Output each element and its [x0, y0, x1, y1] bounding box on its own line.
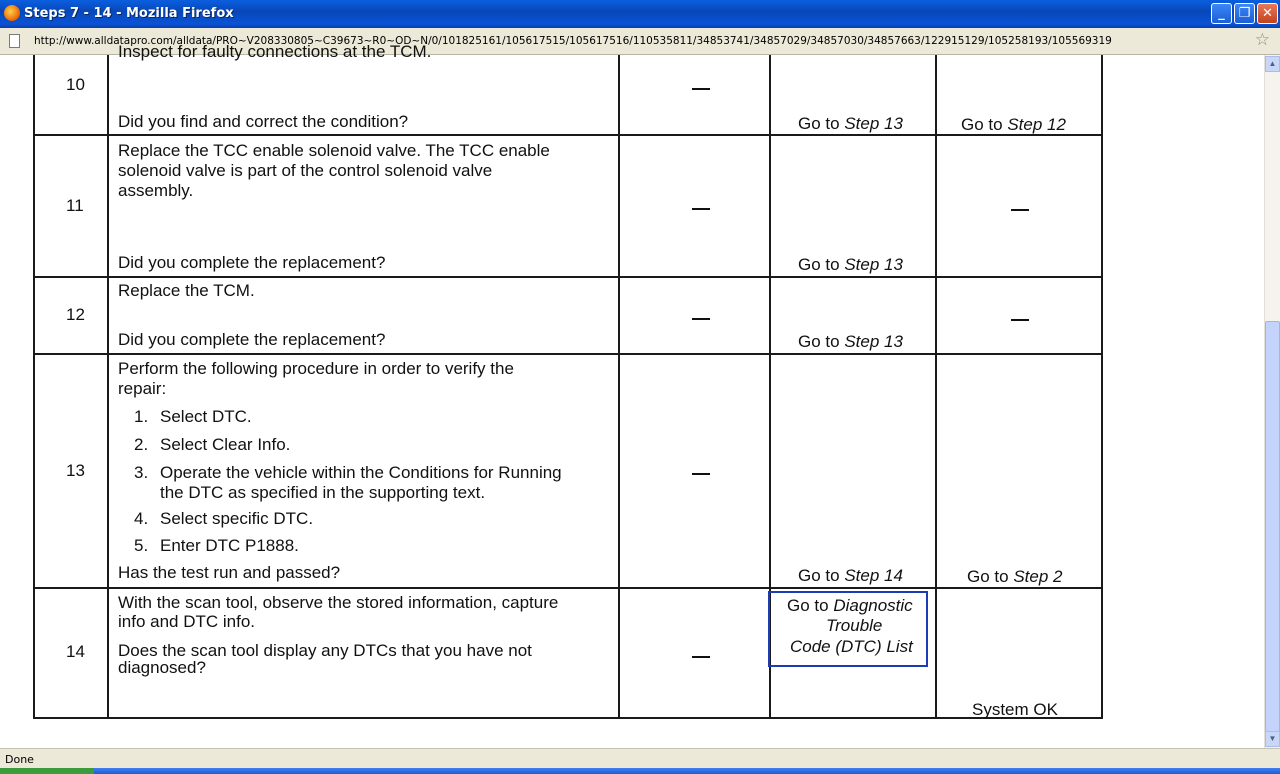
- column-divider: [935, 55, 937, 719]
- step-14-question-line: diagnosed?: [118, 658, 206, 677]
- step-10-question: Did you find and correct the condition?: [118, 112, 409, 131]
- step-number: 11: [66, 196, 84, 215]
- procedure-step: the DTC as specified in the supporting text.: [160, 483, 486, 502]
- step-number: 13: [66, 461, 85, 480]
- procedure-number: 3.: [134, 463, 149, 482]
- step-13-action-line: repair:: [118, 379, 167, 398]
- goto-prefix: Go to: [798, 114, 845, 133]
- window-title: Steps 7 - 14 - Mozilla Firefox: [24, 6, 234, 21]
- no-dash: [1011, 209, 1029, 211]
- url-field[interactable]: http://www.alldatapro.com/alldata/PRO~V208330805~C39673~R0~OD~N/0/101825161/105617515/105617516/110535811/34853741/34857029/34857030/34857663/122915129/105258193/105569319: [34, 35, 1112, 47]
- procedure-step: Select DTC.: [160, 407, 252, 426]
- no-dash: [1011, 319, 1029, 321]
- procedure-step: Operate the vehicle within the Conditions for Running: [160, 463, 562, 482]
- scroll-down-button[interactable]: ▼: [1265, 731, 1280, 747]
- goto-step-link[interactable]: Step 13: [844, 332, 903, 351]
- step-11-action-line: Replace the TCC enable solenoid valve. The TCC enable: [118, 141, 550, 160]
- close-button[interactable]: ✕: [1257, 3, 1278, 24]
- step-11-action-line: assembly.: [118, 181, 194, 200]
- step-12-yes: [798, 332, 903, 352]
- goto-step-link[interactable]: Step 14: [844, 566, 903, 585]
- goto-prefix: Go to: [961, 115, 1008, 134]
- step-14-action-line: With the scan tool, observe the stored information, capture: [118, 593, 559, 612]
- table-bottom-border: [33, 717, 1103, 719]
- goto-step-link[interactable]: Step 2: [1013, 567, 1063, 586]
- row-divider: [33, 587, 1103, 589]
- taskbar: [0, 768, 1280, 774]
- goto-prefix: Go to: [787, 596, 834, 615]
- step-12-question: Did you complete the replacement?: [118, 330, 386, 349]
- step-10-action-partial: Inspect for faulty connections at the TCM.: [118, 42, 432, 61]
- procedure-number: 1.: [134, 407, 149, 426]
- step-14-action-line: info and DTC info.: [118, 612, 256, 631]
- step-14-yes-line: [787, 596, 913, 616]
- value-dash: [692, 88, 710, 90]
- step-14-question-line: Does the scan tool display any DTCs that you have not: [118, 641, 532, 660]
- step-number: 10: [66, 75, 85, 94]
- step-11-yes: [798, 255, 903, 275]
- status-text: Done: [5, 753, 34, 766]
- column-divider: [33, 55, 35, 719]
- step-number: 14: [66, 642, 85, 661]
- vertical-scrollbar[interactable]: [1264, 55, 1280, 748]
- step-number: 12: [66, 305, 85, 324]
- procedure-step: Select Clear Info.: [160, 435, 291, 454]
- step-12-action: Replace the TCM.: [118, 281, 255, 300]
- value-dash: [692, 656, 710, 658]
- goto-step-link[interactable]: Step 13: [844, 114, 903, 133]
- goto-step-link[interactable]: Step 13: [844, 255, 903, 274]
- step-13-action-line: Perform the following procedure in order to verify the: [118, 359, 514, 378]
- step-10-yes: [798, 114, 903, 134]
- step-13-no: [967, 567, 1062, 587]
- procedure-number: 5.: [134, 536, 149, 555]
- dtc-list-link[interactable]: Trouble: [826, 616, 883, 635]
- procedure-step: Select specific DTC.: [160, 509, 314, 528]
- dtc-list-link[interactable]: Code (DTC) List: [790, 637, 913, 656]
- window-title-bar[interactable]: [0, 0, 1280, 28]
- goto-prefix: Go to: [967, 567, 1014, 586]
- step-14-no: System OK: [972, 700, 1058, 719]
- value-dash: [692, 208, 710, 210]
- step-11-action-line: solenoid valve is part of the control solenoid valve: [118, 161, 493, 180]
- minimize-button[interactable]: _: [1211, 3, 1232, 24]
- goto-prefix: Go to: [798, 332, 845, 351]
- firefox-icon: [4, 5, 20, 21]
- row-divider: [33, 276, 1103, 278]
- status-bar: [0, 748, 1280, 768]
- value-dash: [692, 318, 710, 320]
- procedure-number: 2.: [134, 435, 149, 454]
- row-divider: [33, 134, 1103, 136]
- step-11-question: Did you complete the replacement?: [118, 253, 386, 272]
- goto-prefix: Go to: [798, 255, 845, 274]
- procedure-number: 4.: [134, 509, 149, 528]
- column-divider: [107, 55, 109, 719]
- step-13-yes: [798, 566, 903, 586]
- start-button[interactable]: [0, 768, 94, 774]
- column-divider: [1101, 55, 1103, 719]
- page-content: [0, 42, 1264, 748]
- dtc-list-link[interactable]: Diagnostic: [833, 596, 913, 615]
- step-13-question: Has the test run and passed?: [118, 563, 341, 582]
- step-10-no: [961, 115, 1066, 135]
- restore-button[interactable]: ❐: [1234, 3, 1255, 24]
- goto-prefix: Go to: [798, 566, 845, 585]
- page-icon: [9, 34, 20, 48]
- value-dash: [692, 473, 710, 475]
- scroll-thumb[interactable]: [1265, 321, 1280, 732]
- row-divider: [33, 353, 1103, 355]
- column-divider: [618, 55, 620, 719]
- goto-step-link[interactable]: Step 12: [1007, 115, 1066, 134]
- scroll-up-button[interactable]: ▲: [1265, 56, 1280, 72]
- star-icon[interactable]: ☆: [1254, 30, 1270, 49]
- procedure-step: Enter DTC P1888.: [160, 536, 299, 555]
